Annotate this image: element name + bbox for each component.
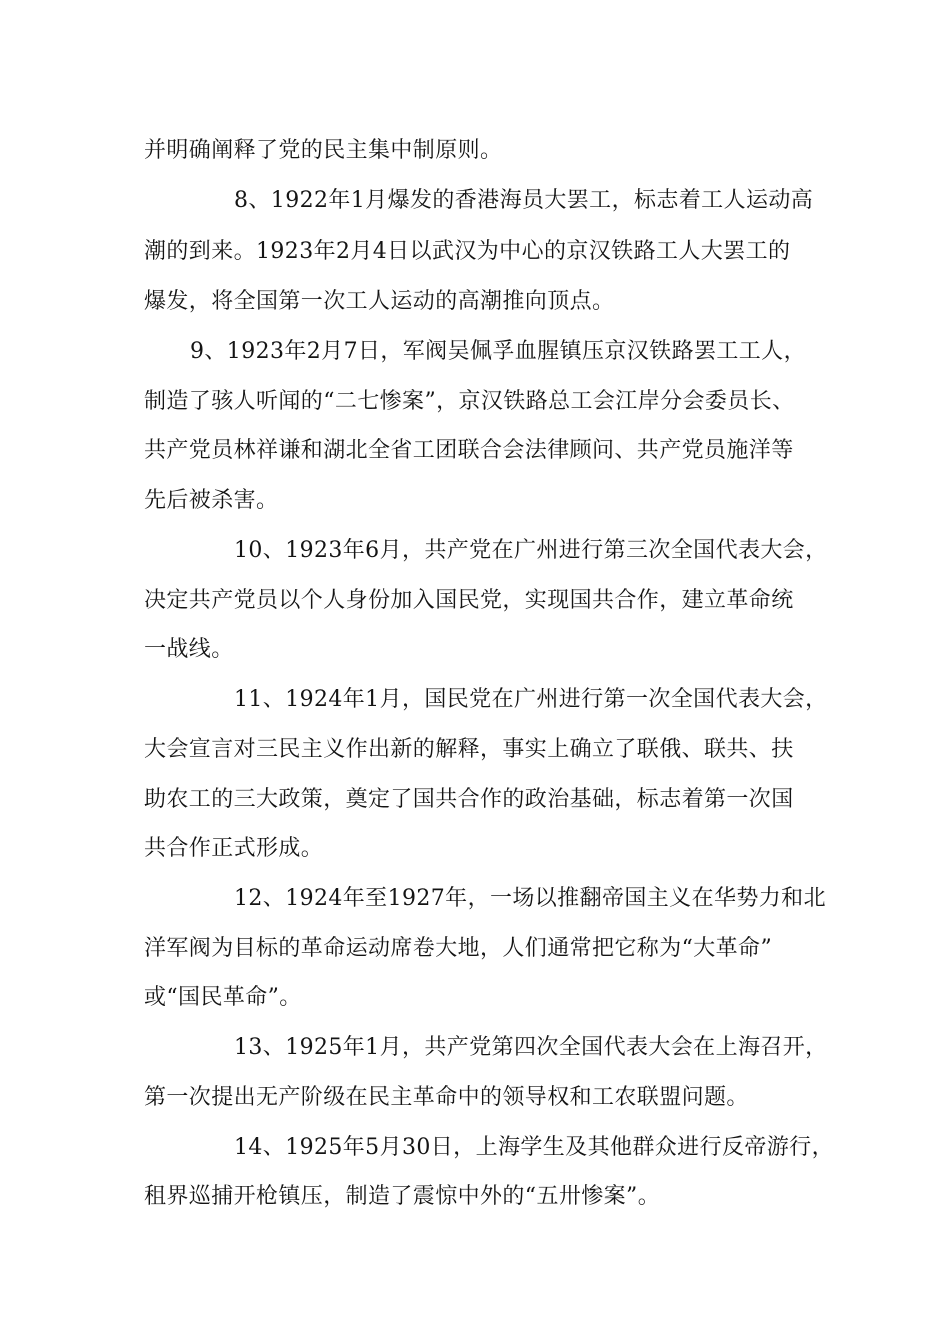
paragraph-9-first-line: 9、1923年2月7日，军阀吴佩孚血腥镇压京汉铁路罢工工人， [190, 339, 806, 364]
paragraph-8-first-line: 8、1922年1月爆发的香港海员大罢工，标志着工人运动高 [234, 188, 814, 213]
paragraph-13-first-line: 13、1925年1月，共产党第四次全国代表大会在上海召开， [234, 1035, 828, 1060]
text-line: 洋军阀为目标的革命运动席卷大地，人们通常把它称为“大革命” [144, 936, 773, 961]
text-line: 决定共产党员以个人身份加入国民党，实现国共合作，建立革命统 [144, 588, 794, 613]
text-line: 并明确阐释了党的民主集中制原则。 [144, 138, 503, 163]
paragraph-12-first-line: 12、1924年至1927年，一场以推翻帝国主义在华势力和北 [234, 886, 826, 911]
text-line: 制造了骇人听闻的“二七惨案”，京汉铁路总工会江岸分会委员长、 [144, 389, 795, 414]
text-line: 大会宣言对三民主义作出新的解释，事实上确立了联俄、联共、扶 [144, 737, 794, 762]
text-line: 共产党员林祥谦和湖北全省工团联合会法律顾问、共产党员施洋等 [144, 438, 794, 463]
paragraph-14-first-line: 14、1925年5月30日，上海学生及其他群众进行反帝游行， [234, 1135, 834, 1160]
text-line: 第一次提出无产阶级在民主革命中的领导权和工农联盟问题。 [144, 1085, 749, 1110]
paragraph-11-first-line: 11、1924年1月，国民党在广州进行第一次全国代表大会， [234, 687, 828, 712]
text-line: 潮的到来。1923年2月4日以武汉为中心的京汉铁路工人大罢工的 [144, 239, 791, 264]
text-line: 爆发，将全国第一次工人运动的高潮推向顶点。 [144, 289, 615, 314]
text-line: 助农工的三大政策，奠定了国共合作的政治基础，标志着第一次国 [144, 787, 794, 812]
paragraph-10-first-line: 10、1923年6月，共产党在广州进行第三次全国代表大会， [234, 538, 828, 563]
text-line: 或“国民革命”。 [144, 985, 302, 1010]
text-line: 共合作正式形成。 [144, 836, 324, 861]
text-line: 租界巡捕开枪镇压，制造了震惊中外的“五卅惨案”。 [144, 1184, 661, 1209]
text-line: 先后被杀害。 [144, 488, 279, 513]
text-line: 一战线。 [144, 637, 234, 662]
